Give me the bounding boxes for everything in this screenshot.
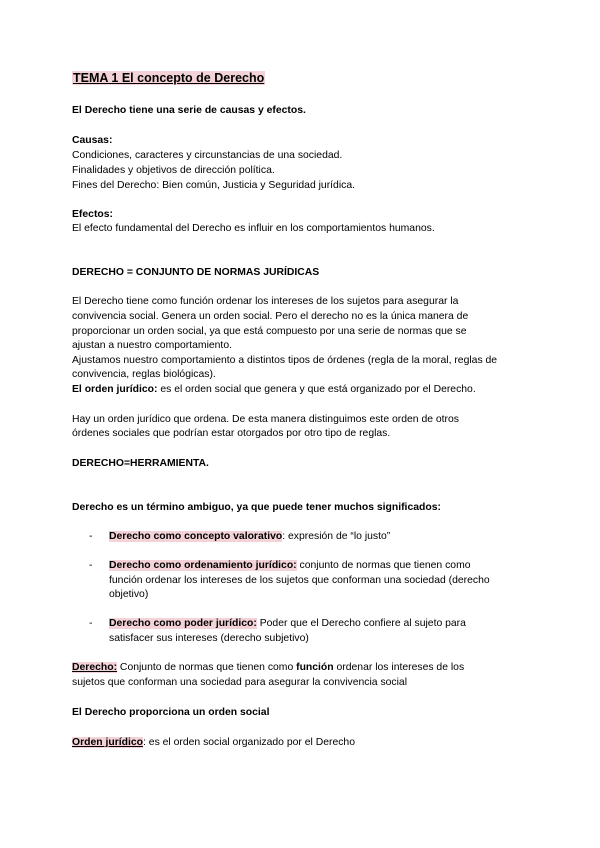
section-heading-herramienta: DERECHO=HERRAMIENTA.: [72, 458, 209, 469]
bullet-item: [109, 617, 466, 630]
intro-text: El Derecho tiene una serie de causas y efectos.: [72, 105, 306, 116]
bullet-dash: -: [89, 560, 93, 571]
orden-final-label: Orden jurídico: [72, 737, 144, 748]
paragraph-line: ajustan a nuestro comportamiento.: [72, 340, 232, 351]
paragraph-line: órdenes sociales que podrían estar otorgados por otro tipo de reglas.: [72, 428, 391, 439]
definicion-text: Conjunto de normas que tienen como: [117, 662, 297, 673]
bullet-item: [109, 559, 471, 572]
definicion-line-2: sujetos que conforman una sociedad para asegurar la convivencia social: [72, 677, 408, 688]
title-line: [72, 72, 265, 86]
section-heading-normas: DERECHO = CONJUNTO DE NORMAS JURÍDICAS: [72, 267, 320, 278]
bullet-text: conjunto de normas que tienen como: [299, 560, 471, 571]
section-heading-ambiguo: Derecho es un término ambiguo, ya que puede tener muchos significados:: [72, 502, 441, 513]
bullet-item: [109, 530, 390, 543]
orden-juridico-text: es el orden social que genera y que está organizado por el Derecho.: [157, 384, 476, 395]
bullet-label: Derecho como concepto valorativo: [109, 531, 283, 542]
orden-juridico-line: [72, 383, 476, 396]
causas-line: Condiciones, caracteres y circunstancias de una sociedad.: [72, 150, 343, 161]
bullet-continuation: satisfacer sus intereses (derecho subjetivo): [109, 633, 309, 644]
bullet-dash: -: [89, 618, 93, 629]
definicion-text-end: ordenar los intereses de los: [333, 662, 465, 673]
paragraph-line: convivencia social. Genera un orden social. Pero el derecho no es la única manera de: [72, 311, 469, 322]
definicion-line: [72, 661, 464, 674]
bullet-continuation: función ordenar los intereses de los sujetos que conforman una sociedad (derecho: [109, 575, 490, 586]
causas-line: Fines del Derecho: Bien común, Justicia y Seguridad jurídica.: [72, 180, 355, 191]
proporciona-heading: El Derecho proporciona un orden social: [72, 707, 270, 718]
efectos-heading: Efectos:: [72, 209, 113, 220]
paragraph-line: proporcionar un orden social, ya que está compuesto por una serie de normas que se: [72, 326, 467, 337]
bullet-text: Poder que el Derecho confiere al sujeto para: [259, 618, 466, 629]
bullet-dash: -: [89, 531, 93, 542]
causas-heading: Causas:: [72, 135, 113, 146]
document-title: TEMA 1 El concepto de Derecho: [73, 71, 265, 85]
bullet-sep: :: [282, 531, 289, 542]
bullet-continuation: objetivo): [109, 589, 149, 600]
orden-final-text: : es el orden social organizado por el Derecho: [143, 737, 355, 748]
bullet-text: expresión de “lo justo”: [288, 531, 391, 542]
definicion-bold: función: [296, 662, 334, 673]
paragraph-line: convivencia, reglas biológicas).: [72, 369, 216, 380]
causas-line: Finalidades y objetivos de dirección política.: [72, 165, 275, 176]
efectos-line: El efecto fundamental del Derecho es influir en los comportamientos humanos.: [72, 223, 435, 234]
bullet-label: Derecho como ordenamiento jurídico:: [109, 560, 297, 571]
paragraph-line: El Derecho tiene como función ordenar los intereses de los sujetos para asegurar la: [72, 296, 459, 307]
paragraph-line: Hay un orden jurídico que ordena. De esta manera distinguimos este orden de otros: [72, 414, 459, 425]
definicion-label: Derecho:: [72, 662, 118, 673]
bullet-label: Derecho como poder jurídico:: [109, 618, 257, 629]
paragraph-line: Ajustamos nuestro comportamiento a distintos tipos de órdenes (regla de la moral, reglas de: [72, 355, 498, 366]
orden-final-line: [72, 736, 355, 749]
orden-juridico-label: El orden jurídico:: [72, 384, 158, 395]
